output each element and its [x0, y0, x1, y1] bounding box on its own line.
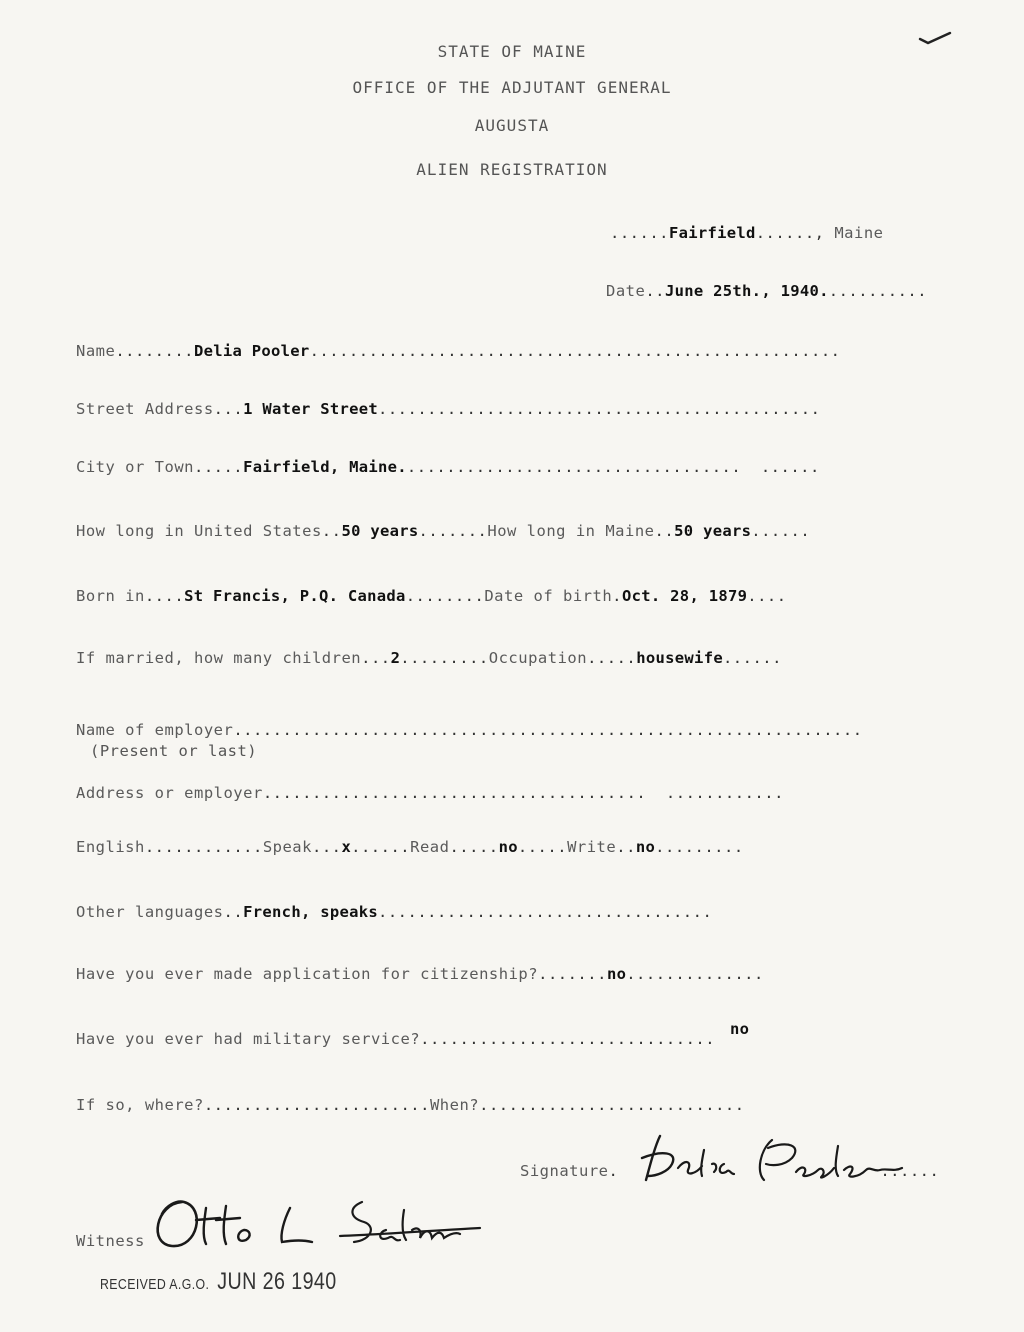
military-line: Have you ever had military service?.............................. [76, 1030, 716, 1048]
name-line: Name........Delia Pooler...................................................... [76, 342, 841, 360]
date-label: Date [606, 282, 646, 300]
us-years-label: How long in United States [76, 522, 322, 540]
write-value: no [635, 838, 656, 856]
when-label: When? [429, 1096, 480, 1114]
birth-line: Born in....St Francis, P.Q. Canada........Date of birth.Oct. 28, 1879.... [76, 587, 787, 605]
born-label: Born in [76, 587, 145, 605]
employer-label: Name of employer [76, 721, 234, 739]
street-label: Street Address [76, 400, 214, 418]
english-label: English [76, 838, 145, 856]
languages-line: Other languages..French, speaks.................................. [76, 903, 713, 921]
citizenship-label: Have you ever made application for citizenship? [76, 965, 539, 983]
signature-label: Signature [520, 1162, 609, 1180]
date-value: June 25th., 1940. [665, 282, 829, 300]
witness-signature-image [140, 1190, 490, 1258]
occupation-value: housewife [636, 649, 723, 667]
occupation-label: Occupation [488, 649, 588, 667]
employer-address-line: Address or employer....................................... ............ [76, 784, 784, 802]
witness-label: Witness [76, 1232, 145, 1250]
residence-line: How long in United States..50 years.......How long in Maine..50 years...... [76, 522, 811, 540]
city-line: City or Town.....Fairfield, Maine................................... ...... [76, 458, 820, 476]
children-label: If married, how many children [76, 649, 362, 667]
street-line: Street Address...1 Water Street............................................. [76, 400, 821, 418]
languages-label: Other languages [76, 903, 224, 921]
where-line: If so, where?.......................When?........................... [76, 1096, 745, 1114]
children-value: 2 [390, 649, 401, 667]
form-title: ALIEN REGISTRATION [416, 160, 608, 179]
where-label: If so, where? [76, 1096, 204, 1114]
name-value: Delia Pooler [193, 342, 310, 360]
city-heading: AUGUSTA [474, 116, 550, 135]
check-mark-icon [918, 30, 952, 46]
dob-label: Date of birth [484, 587, 613, 605]
military-label: Have you ever had military service? [76, 1030, 421, 1048]
born-value: St Francis, P.Q. Canada [184, 587, 406, 605]
location-state: Maine [834, 224, 884, 242]
signature-line: Signature. ...... [520, 1162, 940, 1180]
maine-years-label: How long in Maine [487, 522, 655, 540]
location-town: Fairfield [669, 224, 756, 242]
read-value: no [498, 838, 518, 856]
languages-value: French, speaks [243, 903, 379, 921]
write-label: Write [567, 838, 617, 856]
street-value: 1 Water Street [243, 400, 379, 418]
english-line: English............Speak...x......Read.....no.....Write..no......... [76, 838, 744, 856]
stamp-date: JUN 26 1940 [217, 1268, 337, 1295]
citizenship-value: no [606, 965, 627, 983]
employer-line: Name of employer................................................................ [76, 721, 863, 739]
name-label: Name [76, 342, 116, 360]
us-years-value: 50 years [341, 522, 419, 540]
maine-years-value: 50 years [674, 522, 752, 540]
children-line: If married, how many children...2.........Occupation.....housewife...... [76, 649, 782, 667]
employer-address-label: Address or employer [76, 784, 263, 802]
city-label: City or Town [76, 458, 194, 476]
read-label: Read [410, 838, 450, 856]
received-stamp [100, 1268, 337, 1296]
employer-sublabel: (Present or last) [90, 742, 258, 760]
date-line: Date..June 25th., 1940........... [606, 282, 928, 300]
dob-value: Oct. 28, 1879 [622, 587, 748, 605]
speak-value: x [341, 838, 352, 856]
state-heading: STATE OF MAINE [437, 42, 587, 61]
citizenship-line: Have you ever made application for citizenship?.......no.............. [76, 965, 764, 983]
speak-label: Speak [262, 838, 312, 856]
location-line: ......Fairfield......, Maine [610, 224, 884, 242]
military-value: no [730, 1020, 750, 1038]
signature-image [632, 1128, 912, 1190]
stamp-received: RECEIVED A.G.O. [100, 1276, 210, 1293]
city-value: Fairfield, Maine. [243, 458, 407, 476]
office-heading: OFFICE OF THE ADJUTANT GENERAL [352, 78, 672, 97]
